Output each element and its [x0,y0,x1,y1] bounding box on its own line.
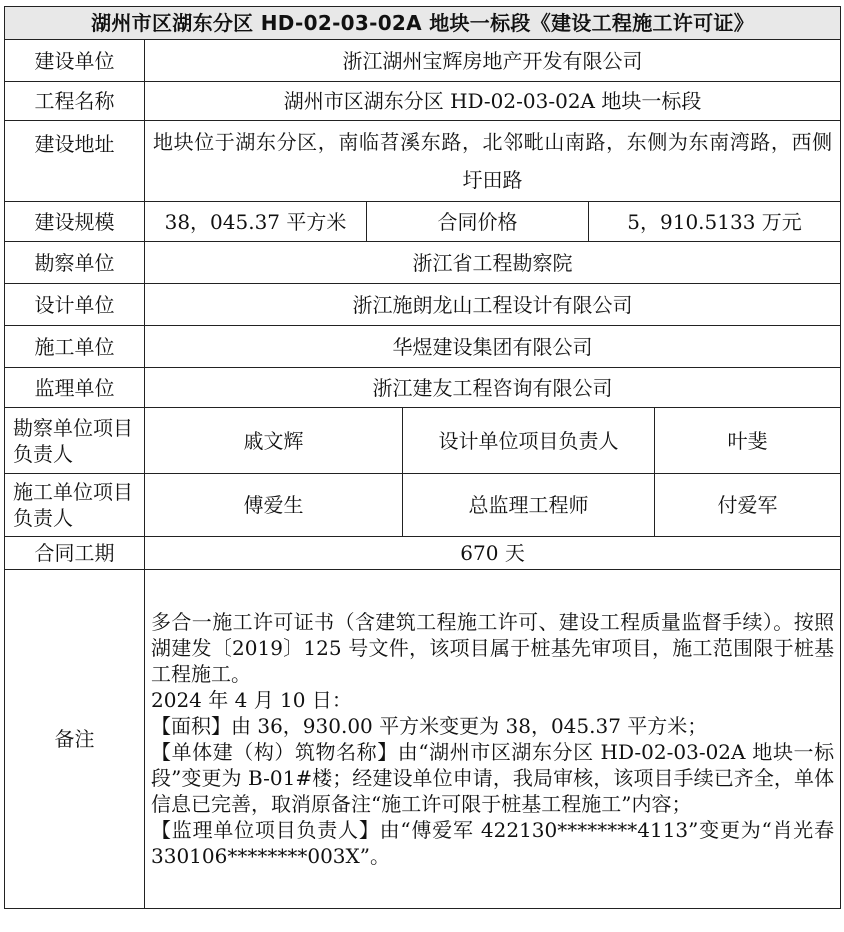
contract-period-value: 670 天 [145,537,841,570]
design-manager-label: 设计单位项目负责人 [403,408,655,474]
construction-address-row [5,121,841,202]
construction-address-label: 建设地址 [5,121,145,202]
remark-paragraph: 【面积】由 36，930.00 平方米变更为 38，045.37 平方米； [151,714,708,738]
chief-supervisor-label: 总监理工程师 [403,474,655,537]
supervision-unit-value: 浙江建友工程咨询有限公司 [145,368,841,408]
contract-price-value: 5，910.5133 万元 [589,202,841,242]
scale-label: 建设规模 [5,202,145,242]
construction-unit-label: 建设单位 [5,40,145,82]
contractor-unit-row [5,326,841,368]
project-name-label: 工程名称 [5,82,145,121]
survey-unit-row [5,242,841,284]
construction-address-value: 地块位于湖东分区，南临苕溪东路，北邻毗山南路，东侧为东南湾路，西侧圩田路 [145,121,841,202]
construction-unit-row [5,40,841,82]
construction-manager-label: 施工单位项目负责人 [5,474,145,537]
document-title: 湖州市区湖东分区 HD-02-03-02A 地块一标段《建设工程施工许可证》 [5,7,841,40]
contract-period-label: 合同工期 [5,537,145,570]
survey-manager-value: 戚文辉 [145,408,403,474]
supervision-unit-label: 监理单位 [5,368,145,408]
survey-manager-row [5,408,841,474]
project-name-value: 湖州市区湖东分区 HD-02-03-02A 地块一标段 [145,82,841,121]
design-unit-value: 浙江施朗龙山工程设计有限公司 [145,284,841,326]
title-row [5,7,841,40]
contract-period-row [5,537,841,570]
permit-table [4,6,841,909]
construction-manager-value: 傅爱生 [145,474,403,537]
supervision-unit-row [5,368,841,408]
remark-paragraph: 【监理单位项目负责人】由“傅爱军 422130********4113”变更为“肖光春 330106********003X”。 [151,818,835,868]
design-unit-row [5,284,841,326]
contractor-unit-label: 施工单位 [5,326,145,368]
construction-manager-row [5,474,841,537]
remark-paragraph: 多合一施工许可证书（含建筑工程施工许可、建设工程质量监督手续）。按照湖建发〔2019〕125 号文件，该项目属于桩基先审项目，施工范围限于桩基工程施工。 [151,610,835,686]
remarks-label: 备注 [5,570,145,909]
scale-value: 38，045.37 平方米 [145,202,367,242]
construction-unit-value: 浙江湖州宝辉房地产开发有限公司 [145,40,841,82]
design-manager-value: 叶斐 [655,408,841,474]
survey-unit-value: 浙江省工程勘察院 [145,242,841,284]
remarks-row [5,570,841,909]
contract-price-label: 合同价格 [367,202,589,242]
scale-row [5,202,841,242]
survey-unit-label: 勘察单位 [5,242,145,284]
survey-manager-label: 勘察单位项目负责人 [5,408,145,474]
design-unit-label: 设计单位 [5,284,145,326]
project-name-row [5,82,841,121]
contractor-unit-value: 华煜建设集团有限公司 [145,326,841,368]
remarks-content [145,570,841,909]
remark-paragraph: 【单体建（构）筑物名称】由“湖州市区湖东分区 HD-02-03-02A 地块一标段”变更为 B-01#楼；经建设单位申请，我局审核，该项目手续已齐全，单体信息已完善，取消原备注“施工许可限于桩基工程施工”内容； [151,740,835,816]
chief-supervisor-value: 付爱军 [655,474,841,537]
remark-paragraph: 2024 年 4 月 10 日： [151,688,352,712]
